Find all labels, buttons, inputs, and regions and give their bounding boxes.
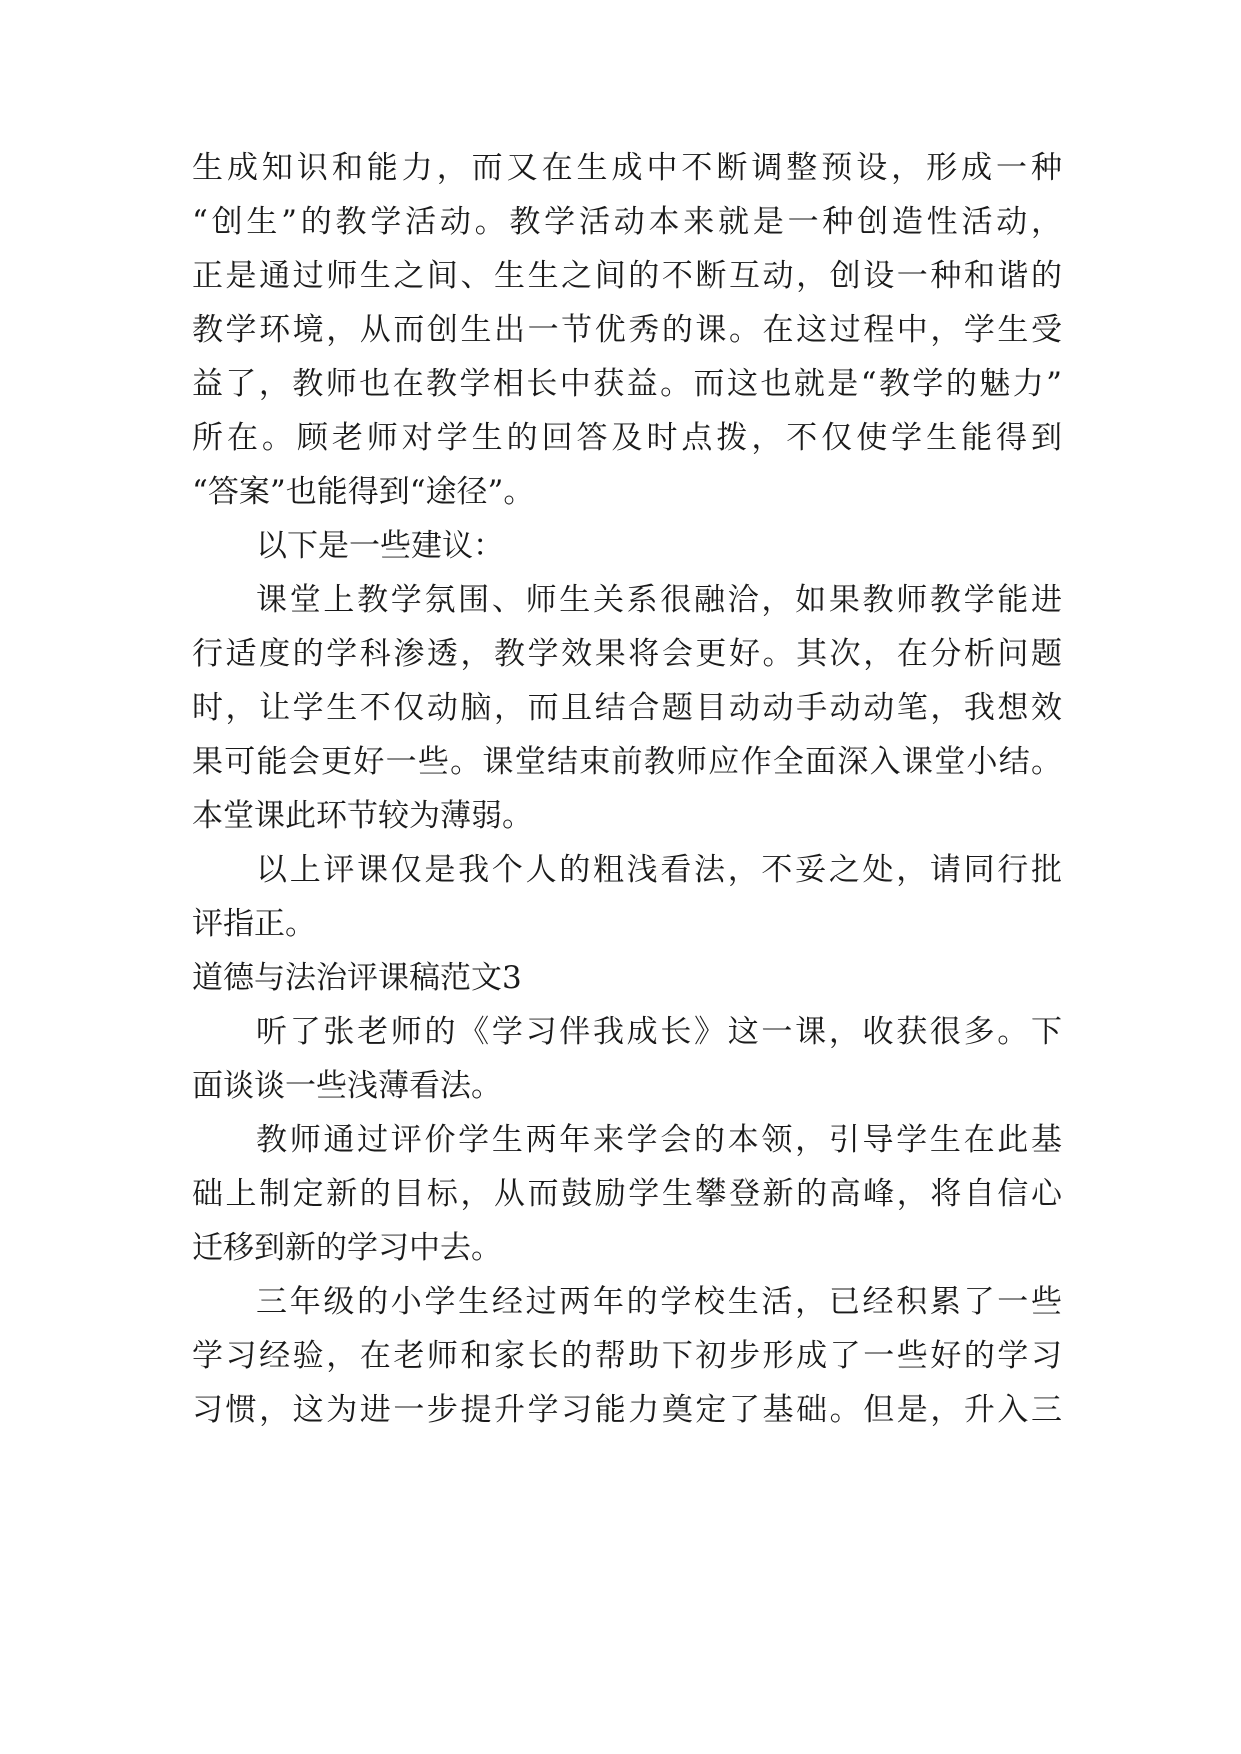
text-line: 础上制定新的目标，从而鼓励学生攀登新的高峰，将自信心	[192, 1176, 1062, 1212]
text-line: 习惯，这为进一步提升学习能力奠定了基础。但是，升入三	[192, 1392, 1062, 1428]
text-line: 学习经验，在老师和家长的帮助下初步形成了一些好的学习	[192, 1338, 1062, 1374]
text-line: 生成知识和能力，而又在生成中不断调整预设，形成一种	[192, 150, 1062, 186]
text-line: 本堂课此环节较为薄弱。	[192, 798, 533, 834]
text-line: 课堂上教学氛围、师生关系很融洽，如果教师教学能进	[256, 582, 1062, 618]
text-line: 行适度的学科渗透，教学效果将会更好。其次，在分析问题	[192, 636, 1062, 672]
text-line: 时，让学生不仅动脑，而且结合题目动动手动动笔，我想效	[192, 690, 1062, 726]
text-line: 以上评课仅是我个人的粗浅看法，不妥之处，请同行批	[256, 852, 1062, 888]
text-line: 听了张老师的《学习伴我成长》这一课，收获很多。下	[256, 1014, 1062, 1050]
text-line: 正是通过师生之间、生生之间的不断互动，创设一种和谐的	[192, 258, 1062, 294]
text-line: “创生”的教学活动。教学活动本来就是一种创造性活动，	[192, 204, 1062, 240]
text-line: “答案”也能得到“途径”。	[192, 474, 535, 510]
text-line: 三年级的小学生经过两年的学校生活，已经积累了一些	[256, 1284, 1062, 1320]
text-line: 面谈谈一些浅薄看法。	[192, 1068, 502, 1104]
text-line: 益了，教师也在教学相长中获益。而这也就是“教学的魅力”	[192, 366, 1062, 402]
text-line: 果可能会更好一些。课堂结束前教师应作全面深入课堂小结。	[192, 744, 1062, 780]
section-heading: 道德与法治评课稿范文3	[192, 960, 522, 996]
text-line: 评指正。	[192, 906, 316, 942]
text-line: 所在。顾老师对学生的回答及时点拨，不仅使学生能得到	[192, 420, 1062, 456]
text-line: 教师通过评价学生两年来学会的本领，引导学生在此基	[256, 1122, 1062, 1158]
text-line: 迁移到新的学习中去。	[192, 1230, 502, 1266]
text-line: 教学环境，从而创生出一节优秀的课。在这过程中，学生受	[192, 312, 1062, 348]
text-line: 以下是一些建议：	[256, 528, 504, 564]
